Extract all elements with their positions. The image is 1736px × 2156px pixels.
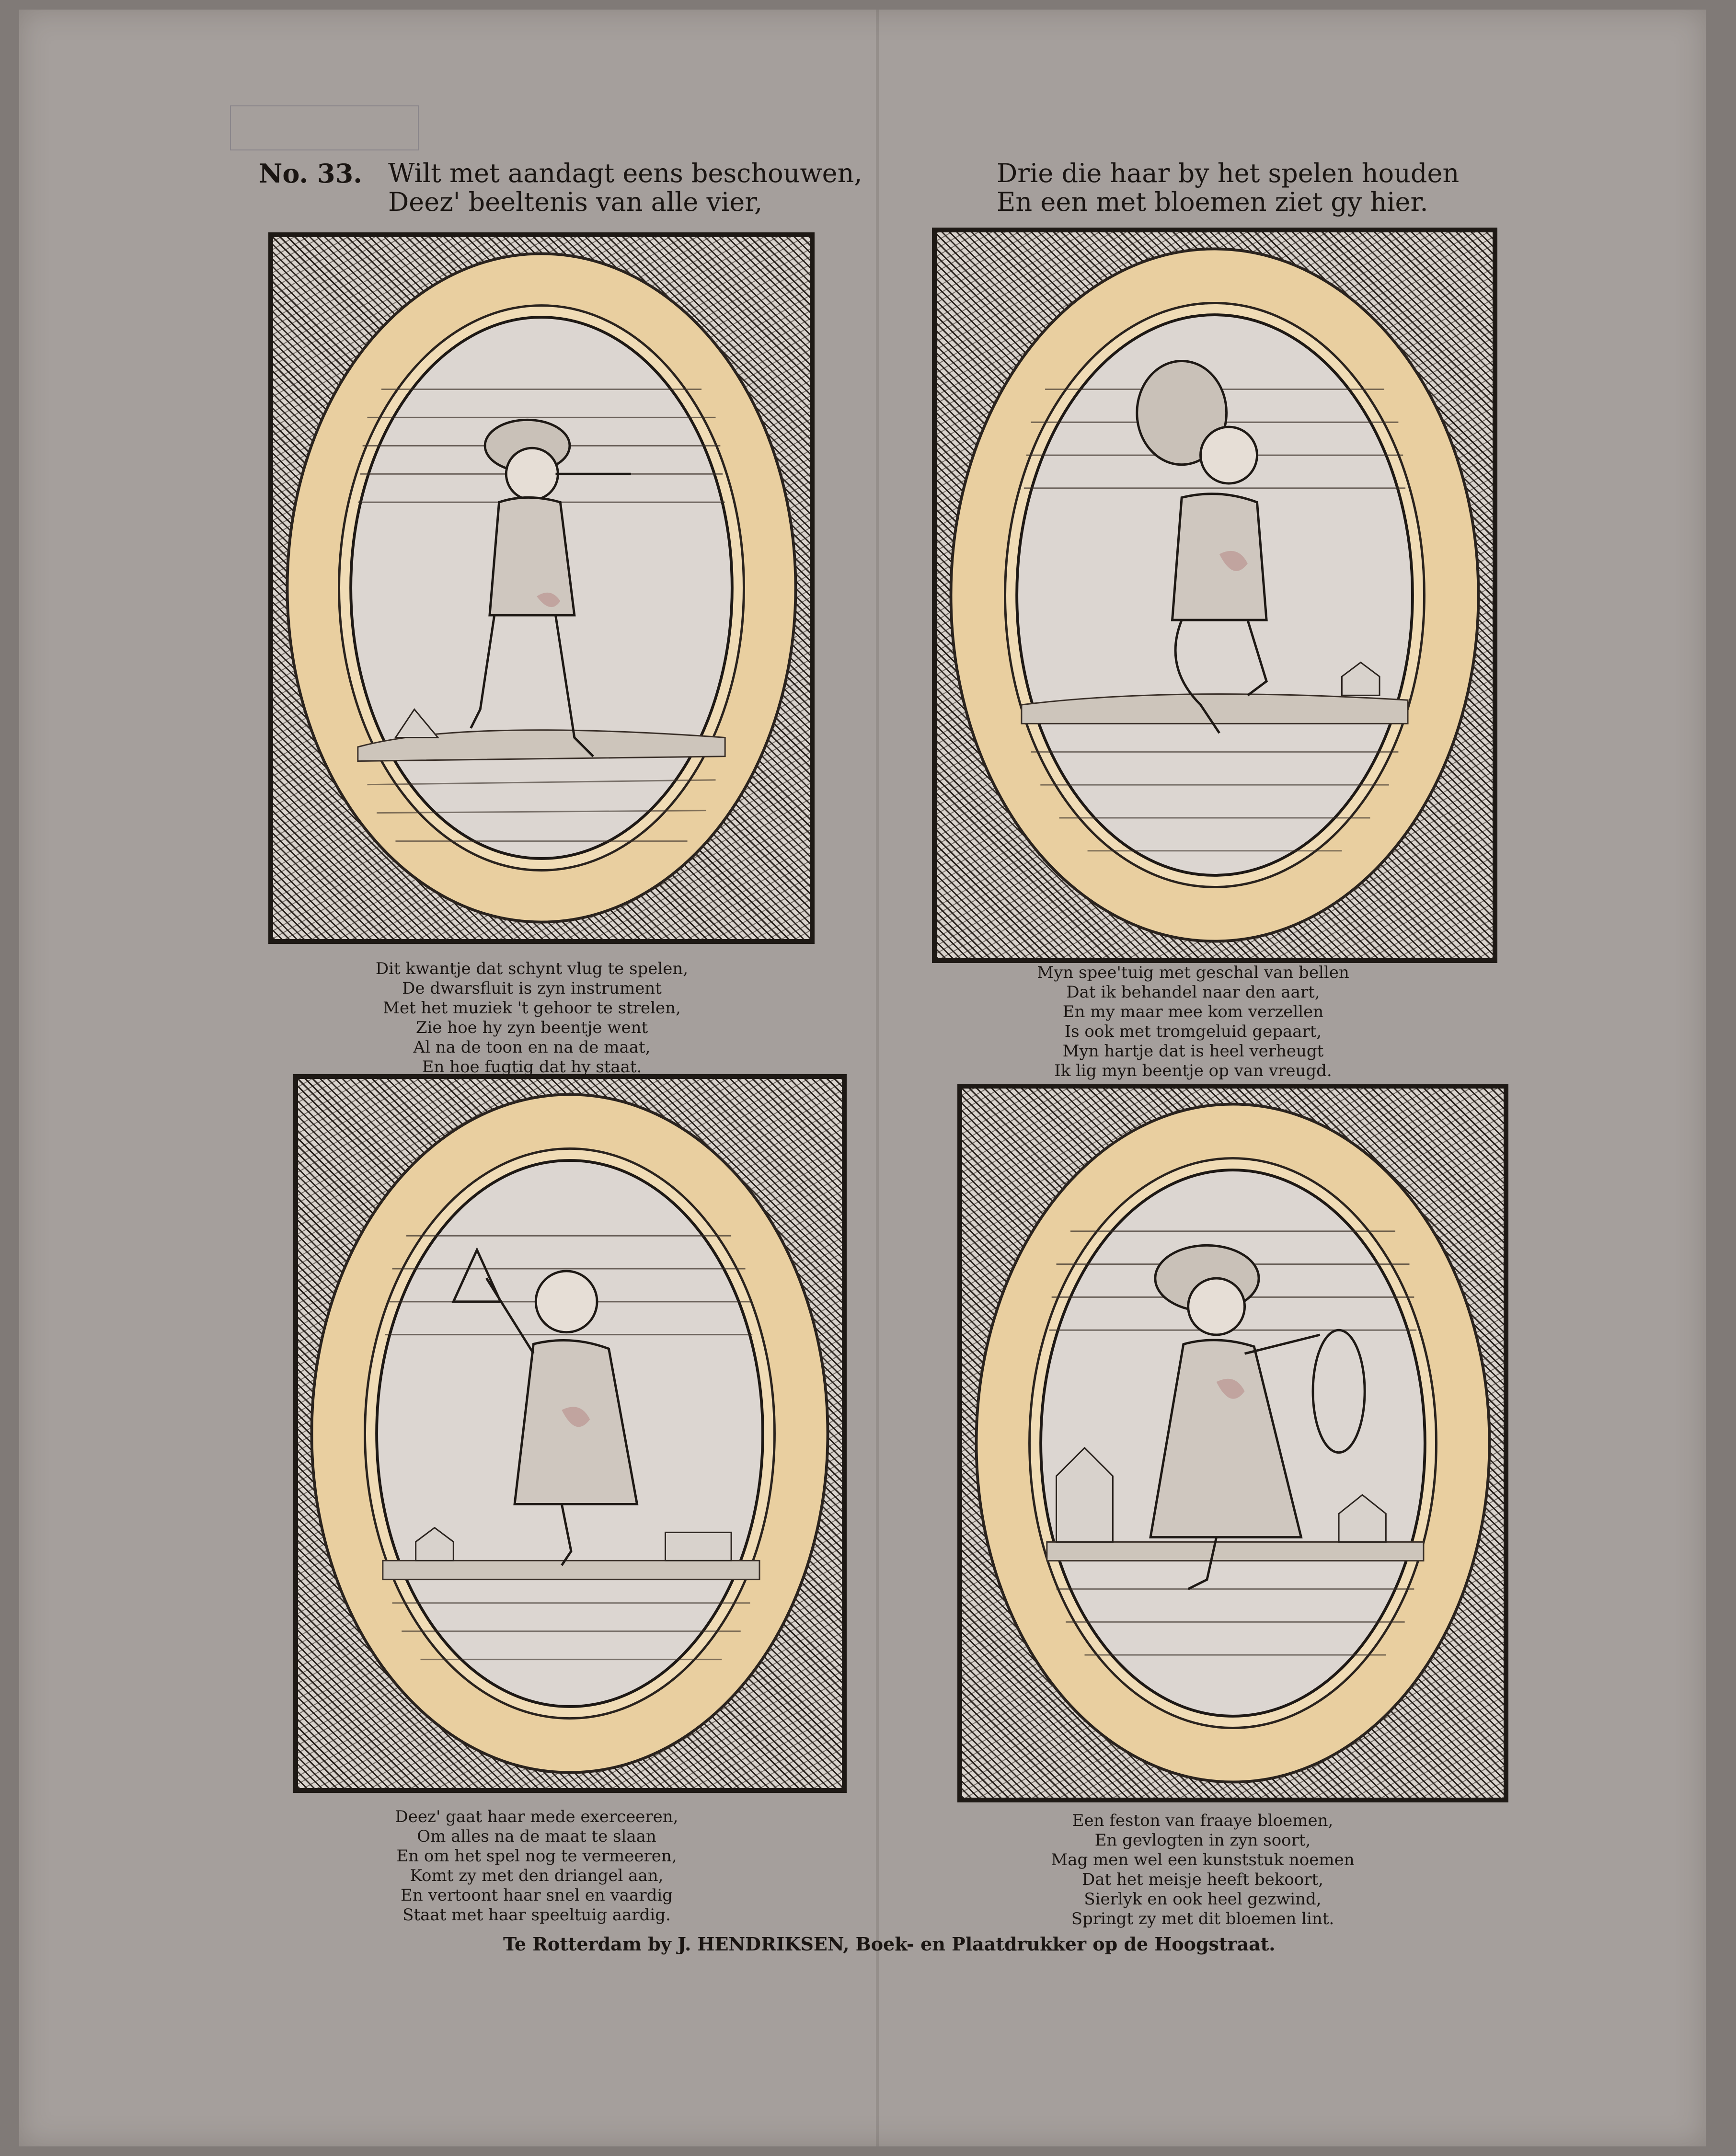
woodcut-garland-girl bbox=[957, 1084, 1508, 1802]
verse-line: Met het muziek 't gehoor te strelen, bbox=[383, 998, 681, 1018]
flute-player-illustration bbox=[273, 237, 810, 939]
verse-line: En vertoont haar snel en vaardig bbox=[401, 1886, 673, 1905]
verse-line: Deez' gaat haar mede exerceeren, bbox=[395, 1807, 678, 1826]
verse-line: Myn spee'tuig met geschal van bellen bbox=[1037, 963, 1349, 982]
triangle-player-illustration bbox=[298, 1079, 842, 1788]
printer-imprint: Te Rotterdam by J. HENDRIKSEN, Boek- en Plaatdrukker op de Hoogstraat. bbox=[503, 1933, 1276, 1955]
verse-top-right bbox=[1021, 963, 1366, 1081]
header-right-line-1: Drie die haar by het spelen houden bbox=[997, 158, 1460, 188]
verse-line: Is ook met tromgeluid gepaart, bbox=[1064, 1022, 1322, 1041]
verse-line: Springt zy met dit bloemen lint. bbox=[1071, 1909, 1334, 1928]
sheet-number: No. 33. bbox=[259, 158, 362, 189]
verse-bottom-right bbox=[1025, 1811, 1380, 1929]
verse-line: Dat het meisje heeft bekoort, bbox=[1082, 1870, 1323, 1889]
verse-line: Al na de toon en na de maat, bbox=[413, 1038, 651, 1057]
header-left-line-1: Wilt met aandagt eens beschouwen, bbox=[388, 158, 862, 188]
verse-line: Dit kwantje dat schynt vlug te spelen, bbox=[375, 959, 689, 978]
woodcut-drummer bbox=[932, 228, 1497, 963]
verse-line: En hoe fugtig dat hy staat. bbox=[422, 1057, 642, 1077]
verse-line: En om het spel nog te vermeeren, bbox=[396, 1846, 677, 1866]
verse-line: Sierlyk en ook heel gezwind, bbox=[1084, 1890, 1322, 1909]
verse-line: Staat met haar speeltuig aardig. bbox=[402, 1905, 671, 1925]
verse-line: En gevlogten in zyn soort, bbox=[1094, 1831, 1311, 1850]
verse-top-left bbox=[364, 959, 700, 1077]
woodcut-triangle-player bbox=[293, 1074, 847, 1793]
garland-girl-illustration bbox=[962, 1089, 1504, 1798]
header-right-line-2: En een met bloemen ziet gy hier. bbox=[997, 187, 1428, 217]
verse-bottom-left bbox=[364, 1807, 709, 1925]
verse-line: De dwarsfluit is zyn instrument bbox=[402, 979, 662, 998]
drummer-illustration bbox=[937, 232, 1493, 958]
verse-line: Een feston van fraaye bloemen, bbox=[1072, 1811, 1334, 1830]
verse-line: En my maar mee kom verzellen bbox=[1062, 1002, 1324, 1021]
verse-line: Myn hartje dat is heel verheugt bbox=[1062, 1042, 1324, 1061]
verse-line: Komt zy met den driangel aan, bbox=[410, 1866, 664, 1885]
verse-line: Ik lig myn beentje op van vreugd. bbox=[1054, 1061, 1332, 1080]
verse-line: Zie hoe hy zyn beentje went bbox=[415, 1018, 648, 1037]
verse-line: Om alles na de maat te slaan bbox=[417, 1827, 656, 1846]
header-left-line-2: Deez' beeltenis van alle vier, bbox=[388, 187, 763, 217]
verse-line: Mag men wel een kunststuk noemen bbox=[1051, 1850, 1355, 1869]
verse-line: Dat ik behandel naar den aart, bbox=[1066, 983, 1320, 1002]
woodcut-flute-player bbox=[268, 232, 815, 944]
pencil-mark bbox=[230, 105, 419, 150]
center-fold bbox=[876, 10, 879, 2146]
